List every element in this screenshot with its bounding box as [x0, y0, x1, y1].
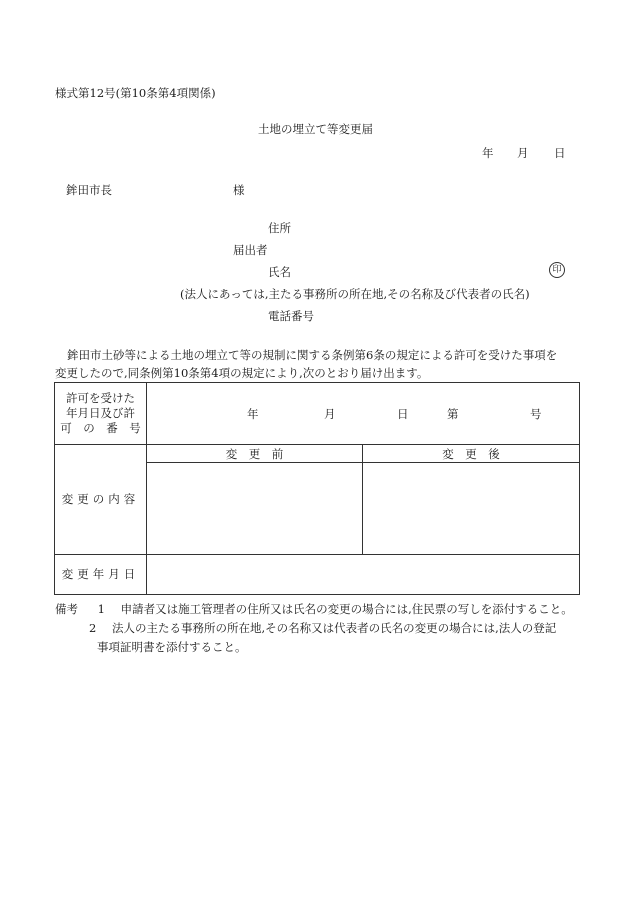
change-content-label: 変更の内容 [55, 445, 147, 555]
change-form-table [54, 382, 580, 595]
note-1-text: 申請者又は施工管理者の住所又は氏名の変更の場合には,住民票の写しを添付すること。 [120, 602, 573, 616]
permit-label-line1: 許可を受けた [66, 391, 135, 405]
before-value-cell[interactable] [147, 463, 363, 555]
change-date-value-cell[interactable] [147, 555, 580, 595]
permit-month: 月 [324, 407, 336, 421]
note-2-text-line2: 事項証明書を添付すること。 [97, 640, 247, 654]
note-1-num: 1 [97, 602, 105, 616]
notes-heading: 備考 [55, 602, 78, 616]
permit-year: 年 [247, 407, 259, 421]
permit-day: 日 [397, 407, 409, 421]
permit-label-cell [55, 383, 147, 445]
permit-go: 号 [530, 407, 542, 421]
date-year: 年 [482, 146, 494, 160]
permit-dai: 第 [447, 407, 459, 421]
permit-label-line3: 可 の 番 号 [60, 421, 141, 435]
form-title: 土地の埋立て等変更届 [258, 122, 373, 136]
note-2-num: 2 [89, 621, 97, 635]
addressee-honorific: 様 [233, 183, 245, 197]
name-label: 氏名 [268, 265, 291, 279]
form-number: 様式第12号(第10条第4項関係) [55, 86, 216, 100]
after-header: 変 更 後 [363, 445, 580, 463]
body-text-line1: 鉾田市土砂等による土地の埋立て等の規制に関する条例第6条の規定による許可を受けた事項を [67, 348, 558, 362]
phone-label: 電話番号 [268, 309, 314, 323]
body-text [55, 346, 580, 382]
addressee-name: 鉾田市長 [66, 183, 112, 197]
date-day: 日 [554, 146, 566, 160]
permit-value-cell[interactable] [147, 383, 580, 445]
corporate-note: (法人にあっては,主たる事務所の所在地,その名称及び代表者の氏名) [180, 287, 530, 301]
permit-label-line2: 年月日及び許 [66, 406, 135, 420]
date-month: 月 [517, 146, 529, 160]
after-value-cell[interactable] [363, 463, 580, 555]
notifier-label: 届出者 [233, 243, 268, 257]
notes [55, 600, 585, 657]
change-date-label: 変更年月日 [55, 555, 147, 595]
address-label: 住所 [268, 221, 291, 235]
seal-mark: 印 [549, 262, 565, 278]
body-text-line2: 変更したので,同条例第10条第4項の規定により,次のとおり届け出ます。 [55, 366, 429, 380]
note-2-text-line1: 法人の主たる事務所の所在地,その名称又は代表者の氏名の変更の場合には,法人の登記 [111, 621, 557, 635]
before-header: 変 更 前 [147, 445, 363, 463]
